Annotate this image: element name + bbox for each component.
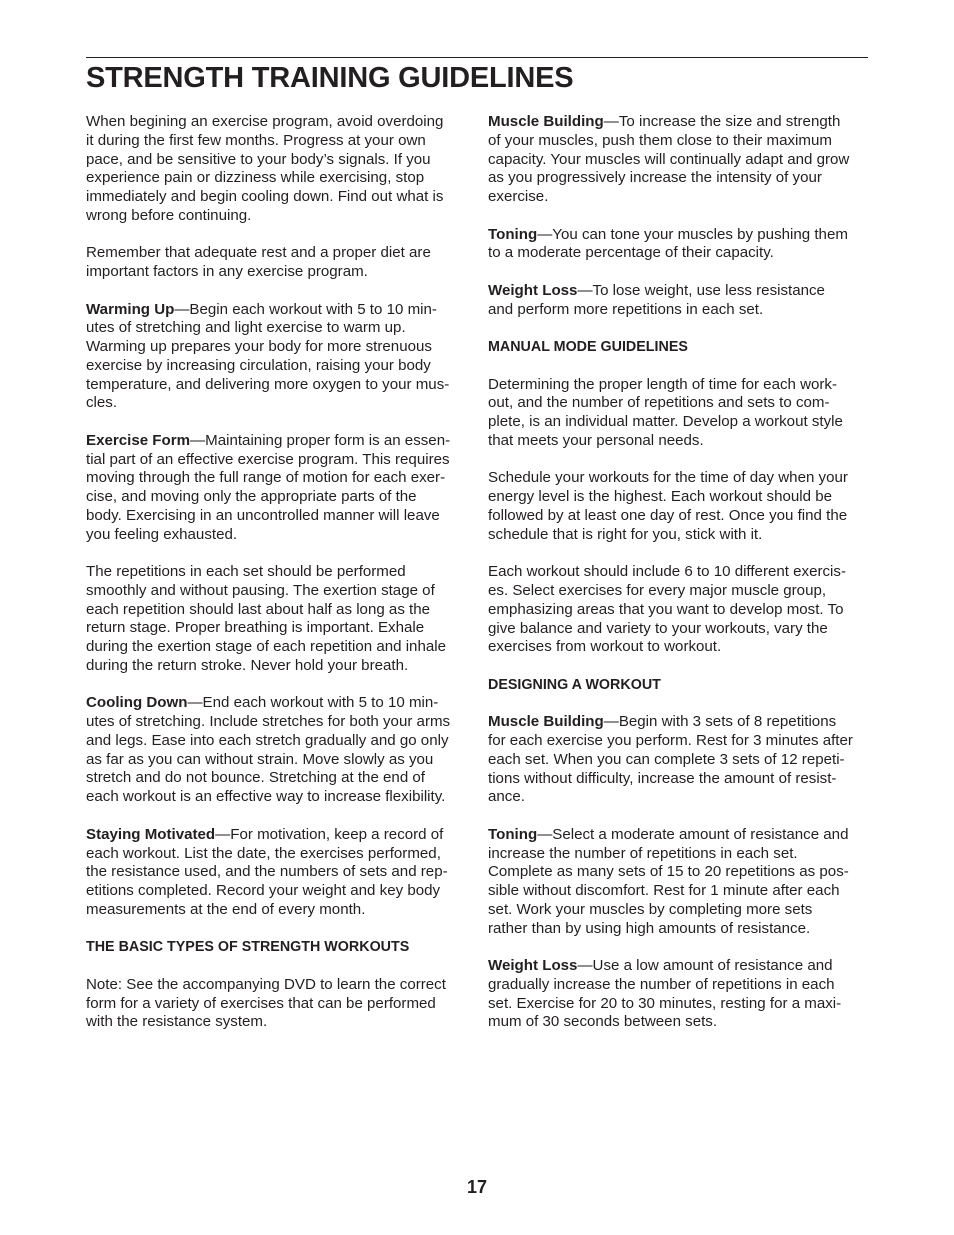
paragraph-label: Warming Up <box>86 300 175 318</box>
paragraph-text: When begining an exercise program, avoid overdoing it during the first few months. Progress at your own pace, and be sensitive to your body’s signals. If you experience pain or dizziness while exercising, stop immediately and begin cooling down. Find out what is wrong before continuing. <box>86 113 444 224</box>
paragraph-text: —To increase the size and strength of your muscles, push them close to their maximum capacity. Your muscles will continually adapt and grow as you progressively increase the intensity of your exercise. <box>488 113 850 205</box>
paragraph-muscle-building <box>488 113 872 207</box>
paragraph-exercise-form <box>86 432 470 545</box>
paragraph-text: —Select a moderate amount of resistance and increase the number of repetitions in each set. Complete as many sets of 15 to 20 repetitions as pos- sible without discomfort. Rest for 1 minute after each set. Work your muscles by completing more sets rather than by using high amounts of resistance. <box>488 825 849 937</box>
paragraph-label: Muscle Building <box>488 713 604 731</box>
paragraph-text: Remember that adequate rest and a proper diet are important factors in any exercise program. <box>86 244 431 281</box>
heading-text: DESIGNING A WORKOUT <box>488 676 661 693</box>
paragraph-rest-diet <box>86 244 470 282</box>
paragraph-label: Weight Loss <box>488 281 578 299</box>
paragraph-design-muscle-building <box>488 713 872 807</box>
paragraph-schedule <box>488 469 872 544</box>
page-number: 17 <box>466 1177 488 1197</box>
paragraph-intro <box>86 113 470 226</box>
left-column <box>86 113 470 1051</box>
paragraph-design-weight-loss <box>488 957 872 1032</box>
paragraph-staying-motivated <box>86 826 470 920</box>
paragraph-text: —To lose weight, use less resistance and perform more repetitions in each set. <box>488 281 825 318</box>
right-column <box>488 113 872 1051</box>
paragraph-text: —For motivation, keep a record of each workout. List the date, the exercises performed, the resistance used, and the numbers of sets and rep- etitions completed. Record your weight and key body measurements at the end of every month. <box>86 825 448 918</box>
paragraph-text: Schedule your workouts for the time of day when your energy level is the highest. Each workout should be followed by at least one day of rest. Once you find the schedule that is right for you, stick with it. <box>488 469 848 543</box>
section-heading-designing-workout <box>488 676 872 695</box>
paragraph-text: The repetitions in each set should be performed smoothly and without pausing. The exertion stage of each repetition should last about half as long as the return stage. Proper breathing is important. Exhale during the exertion stage of each repetition and inhale during the return stroke. Never hold your breath. <box>86 563 446 674</box>
paragraph-text: —You can tone your muscles by pushing them to a moderate percentage of their capacity. <box>488 225 848 262</box>
heading-text: THE BASIC TYPES OF STRENGTH WORKOUTS <box>86 939 410 956</box>
paragraph-label: Exercise Form <box>86 431 191 449</box>
paragraph-text: —Maintaining proper form is an essen- tial part of an effective exercise program. This requires moving through the full range of motion for each exer- cise, and moving only the appropriate parts of the body. Exercising in an uncontrolled manner will leave you feeling exhausted. <box>86 431 451 543</box>
paragraph-text: —Use a low amount of resistance and gradually increase the number of repetitions in each set. Exercise for 20 to 30 minutes, resting for a maxi- mum of 30 seconds between sets. <box>488 957 842 1031</box>
paragraph-workout-length <box>488 376 872 451</box>
paragraph-toning <box>488 226 872 264</box>
paragraph-design-toning <box>488 826 872 939</box>
paragraph-label: Muscle Building <box>488 113 604 130</box>
heading-text: MANUAL MODE GUIDELINES <box>488 339 688 356</box>
page-title: STRENGTH TRAINING GUIDELINES <box>86 62 574 94</box>
paragraph-label: Weight Loss <box>488 957 578 975</box>
section-heading-basic-types <box>86 938 470 957</box>
paragraph-text: Note: See the accompanying DVD to learn the correct form for a variety of exercises that can be performed with the resistance system. <box>86 975 446 1031</box>
paragraph-label: Toning <box>488 225 538 243</box>
paragraph-warming-up <box>86 301 470 414</box>
paragraph-text: —Begin with 3 sets of 8 repetitions for each exercise you perform. Rest for 3 minutes after each set. When you can complete 3 sets of 12 repeti- tions without difficulty, increase the amount of resist- ance. <box>488 713 853 806</box>
paragraph-cooling-down <box>86 694 470 807</box>
paragraph-dvd-note <box>86 976 470 1032</box>
paragraph-repetitions <box>86 563 470 676</box>
paragraph-text: —Begin each workout with 5 to 10 min- utes of stretching and light exercise to warm up. Warming up prepares your body for more strenuous exercise by increasing circulation, raising your body temperature, and delivering more oxygen to your mus- cles. <box>86 300 450 412</box>
paragraph-text: Each workout should include 6 to 10 different exercis- es. Select exercises for every major muscle group, emphasizing areas that you want to develop most. To give balance and variety to your workouts, vary the exercises from workout to workout. <box>488 563 846 656</box>
paragraph-weight-loss <box>488 282 872 320</box>
paragraph-label: Staying Motivated <box>86 825 216 843</box>
paragraph-text: Determining the proper length of time for each work- out, and the number of repetitions and sets to com- plete, is an individual matter. Develop a workout style that meets your personal needs. <box>488 375 843 449</box>
section-heading-manual-mode <box>488 338 872 357</box>
paragraph-exercise-variety <box>488 563 872 657</box>
paragraph-label: Toning <box>488 825 538 843</box>
paragraph-text: —End each workout with 5 to 10 min- utes of stretching. Include stretches for both your arms and legs. Ease into each stretch gradually and go only as far as you can without strain. Move slowly as you stretch and do not bounce. Stretching at the end of each workout is an effective way to increase flexibility. <box>86 694 451 806</box>
title-rule <box>86 57 868 58</box>
paragraph-label: Cooling Down <box>86 694 188 712</box>
